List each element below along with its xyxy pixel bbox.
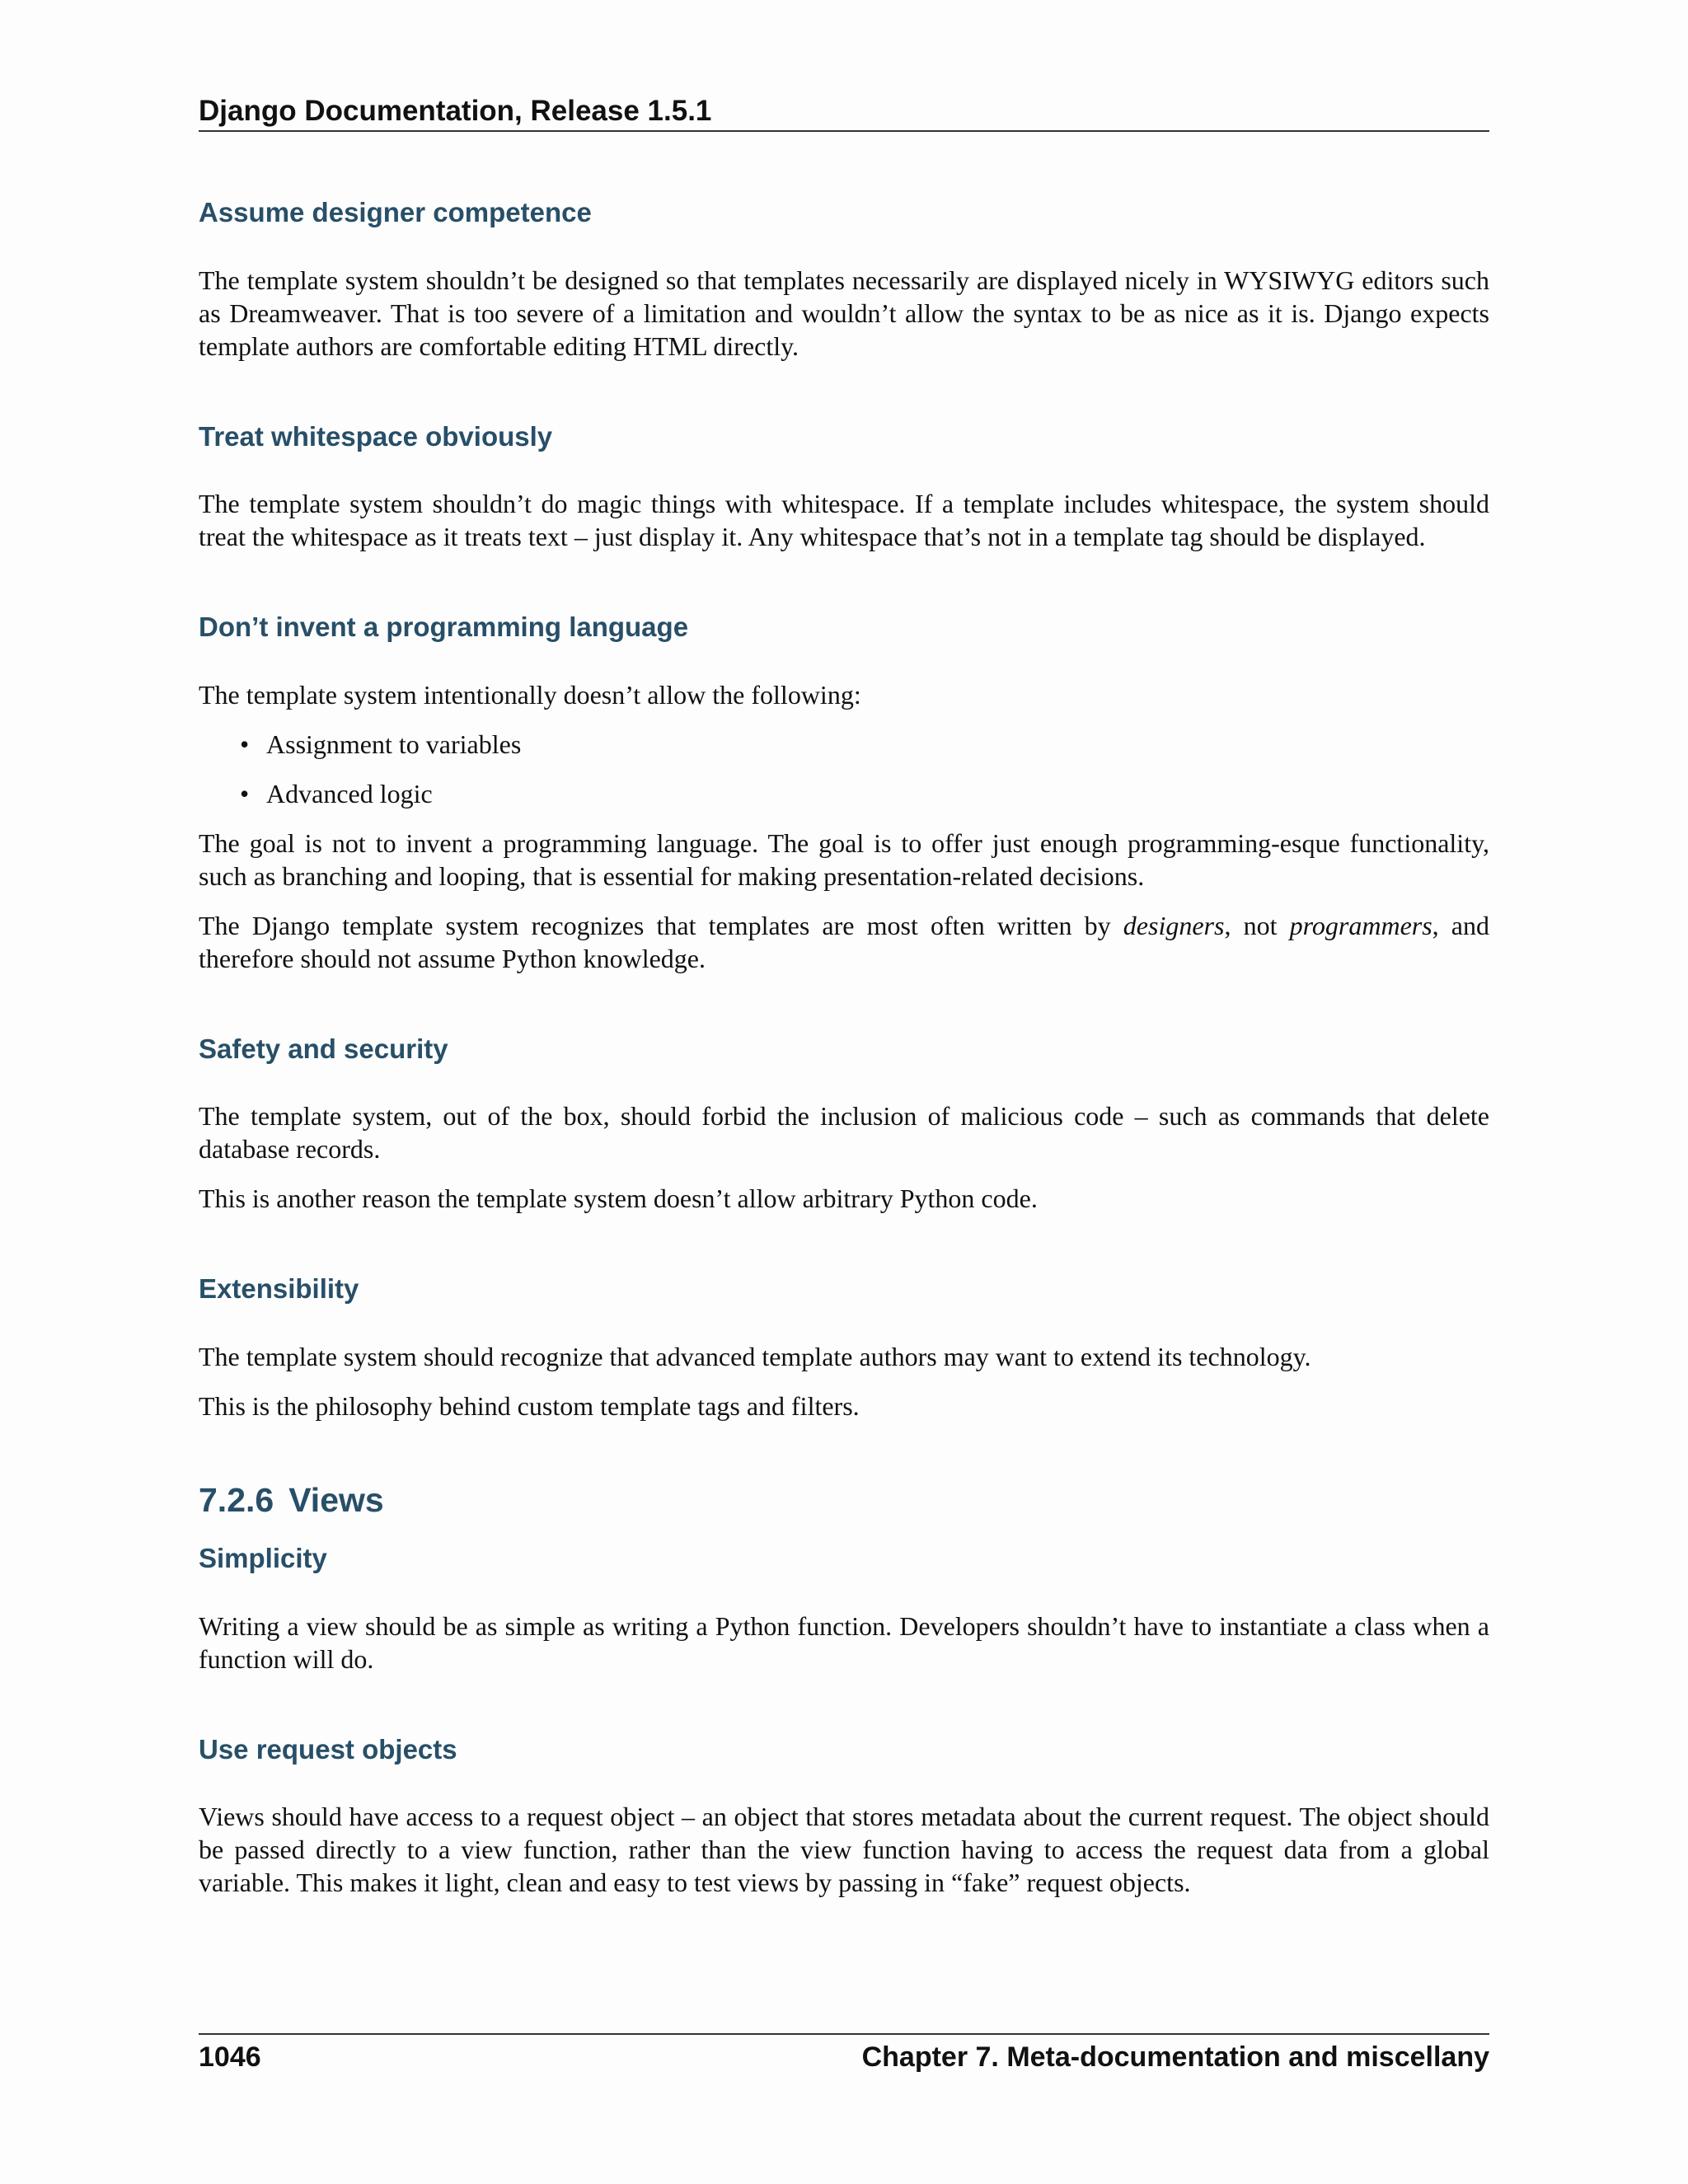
section-safety (199, 1033, 1489, 1216)
page-content (199, 196, 1489, 1915)
section-views (199, 1480, 1489, 1899)
header-title: Django Documentation, Release 1.5.1 (199, 95, 712, 127)
section-request-objects (199, 1733, 1489, 1900)
heading-designer-competence: Assume designer competence (199, 197, 592, 227)
section-whitespace (199, 420, 1489, 554)
heading-extensibility: Extensibility (199, 1273, 359, 1305)
section-extensibility (199, 1272, 1489, 1422)
paragraph: The Django template system recognizes that templates are most often written by designers, not programmers, and therefore should not assume Python knowledge. (199, 910, 1490, 973)
section-programming-language (199, 611, 1489, 975)
paragraph: Writing a view should be as simple as writing a Python function. Developers shouldn’t have to instantiate a class when a function will do. (199, 1610, 1489, 1674)
paragraph: The template system intentionally doesn’t allow the following: (199, 679, 861, 710)
list-item: • Assignment to variables (266, 728, 1489, 761)
list-item: • Advanced logic (266, 777, 1489, 810)
heading-request-objects: Use request objects (199, 1733, 457, 1765)
running-footer (199, 2033, 1489, 2074)
paragraph: The goal is not to invent a programming language. The goal is to offer just enough programming-esque functionality, such as branching and looping, that is essential for making presentation-related decisions. (199, 827, 1489, 891)
section-number: 7.2.6 (199, 1480, 274, 1519)
heading-views (199, 1480, 1489, 1521)
section-title: Views (288, 1480, 384, 1519)
emphasis-designers: designers (1123, 910, 1225, 940)
paragraph: The template system should recognize that advanced template authors may want to extend its technology. (199, 1341, 1311, 1371)
heading-simplicity: Simplicity (199, 1543, 327, 1574)
paragraph: This is another reason the template system doesn’t allow arbitrary Python code. (199, 1183, 1038, 1214)
paragraph: The template system shouldn’t be designed so that templates necessarily are displayed nicely in WYSIWYG editors such as Dreamweaver. That is too severe of a limitation and wouldn’t allow the syntax to be as nice as it is. Django expects template authors are comfortable editing HTML directly. (199, 265, 1489, 361)
paragraph: This is the philosophy behind custom template tags and filters. (199, 1390, 860, 1421)
running-header (199, 92, 1489, 132)
paragraph: Views should have access to a request object – an object that stores metadata about the current request. The object should be passed directly to a view function, rather than the view function having to access the request data from a global variable. This makes it light, clean and easy to test views by passing in “fake” request objects. (199, 1802, 1489, 1898)
paragraph: The template system shouldn’t do magic things with whitespace. If a template includes whitespace, the system should treat the whitespace as it treats text – just display it. Any whitespace that’s not in a template tag should be displayed. (199, 489, 1489, 552)
heading-safety: Safety and security (199, 1033, 448, 1064)
section-designer-competence (199, 196, 1489, 363)
emphasis-programmers: programmers (1289, 910, 1432, 940)
bullet-list (199, 728, 1489, 810)
heading-programming-language: Don’t invent a programming language (199, 612, 689, 643)
paragraph: The template system, out of the box, should forbid the inclusion of malicious code – such as commands that delete database records. (199, 1101, 1489, 1165)
page-number: 1046 (199, 2041, 261, 2073)
heading-whitespace: Treat whitespace obviously (199, 420, 553, 452)
chapter-title: Chapter 7. Meta-documentation and miscellany (861, 2041, 1489, 2073)
section-simplicity (199, 1542, 1489, 1675)
